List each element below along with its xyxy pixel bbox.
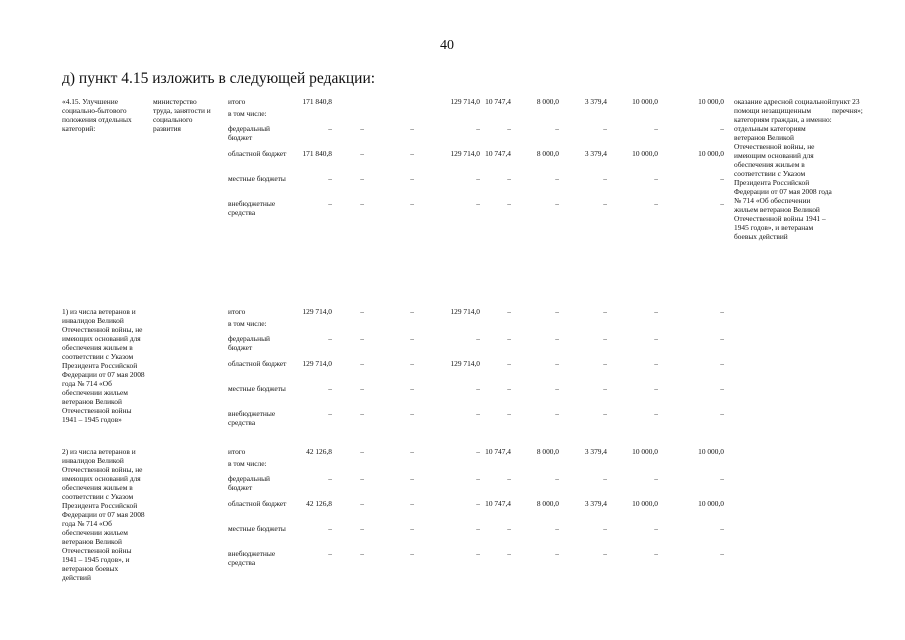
amount-cell: – bbox=[654, 409, 658, 418]
funding-source-label: итого bbox=[228, 307, 246, 316]
measure-name: 1) из числа ветеранов и инвалидов Великой Отечественной войны, не имеющих оснований для обеспечения жильем в соответствии с Указом Президента Российской Федерации от 07 мая 2008 года № 714 «Об обеспечении жильем ветеранов Великой Отечественной войны 1941 – 1945 годов» bbox=[62, 307, 145, 424]
heading: д) пункт 4.15 изложить в следующей редакции: bbox=[62, 70, 376, 87]
amount-cell: – bbox=[720, 384, 724, 393]
funding-source-label: итого bbox=[228, 97, 246, 106]
amount-cell: 10 000,0 bbox=[698, 499, 724, 508]
amount-cell: – bbox=[476, 474, 480, 483]
amount-cell: – bbox=[476, 334, 480, 343]
amount-cell: – bbox=[720, 524, 724, 533]
amount-cell: – bbox=[654, 549, 658, 558]
funding-source-label: итого bbox=[228, 447, 246, 456]
amount-cell: – bbox=[476, 174, 480, 183]
amount-cell: 171 840,8 bbox=[302, 149, 332, 158]
funding-source-label: внебюджетные средства bbox=[228, 409, 276, 427]
amount-cell: – bbox=[603, 384, 607, 393]
amount-cell: – bbox=[507, 359, 511, 368]
amount-cell: 8 000,0 bbox=[536, 97, 559, 106]
amount-cell: – bbox=[507, 174, 511, 183]
funding-row bbox=[62, 409, 882, 431]
amount-cell: – bbox=[507, 524, 511, 533]
amount-cell: – bbox=[360, 334, 364, 343]
amount-cell: – bbox=[410, 409, 414, 418]
funding-source-label: областной бюджет bbox=[228, 359, 287, 368]
amount-cell: – bbox=[654, 199, 658, 208]
amount-cell: – bbox=[720, 174, 724, 183]
amount-cell: 10 747,4 bbox=[485, 447, 511, 456]
amount-cell: – bbox=[360, 499, 364, 508]
funding-row bbox=[62, 474, 882, 496]
amount-cell: – bbox=[603, 524, 607, 533]
amount-cell: – bbox=[720, 334, 724, 343]
amount-cell: 129 714,0 bbox=[450, 307, 480, 316]
funding-source-label: федеральный бюджет bbox=[228, 124, 270, 142]
funding-row bbox=[62, 499, 882, 521]
funding-source-label: внебюджетные средства bbox=[228, 199, 276, 217]
amount-cell: 10 747,4 bbox=[485, 149, 511, 158]
amount-cell: – bbox=[507, 307, 511, 316]
funding-row bbox=[62, 359, 882, 381]
amount-cell: – bbox=[720, 307, 724, 316]
amount-cell: – bbox=[720, 359, 724, 368]
amount-cell: 42 126,8 bbox=[306, 499, 332, 508]
amount-cell: – bbox=[328, 409, 332, 418]
amount-cell: – bbox=[654, 334, 658, 343]
amount-cell: – bbox=[328, 124, 332, 133]
amount-cell: – bbox=[555, 199, 559, 208]
amount-cell: 3 379,4 bbox=[584, 447, 607, 456]
amount-cell: – bbox=[360, 359, 364, 368]
funding-source-label: внебюджетные средства bbox=[228, 549, 276, 567]
amount-cell: – bbox=[328, 549, 332, 558]
amount-cell: – bbox=[603, 359, 607, 368]
amount-cell: – bbox=[555, 124, 559, 133]
amount-cell: – bbox=[360, 409, 364, 418]
amount-cell: – bbox=[476, 499, 480, 508]
amount-cell: – bbox=[507, 474, 511, 483]
amount-cell: 129 714,0 bbox=[302, 359, 332, 368]
amount-cell: 10 000,0 bbox=[632, 447, 658, 456]
amount-cell: – bbox=[410, 199, 414, 208]
amount-cell: – bbox=[328, 199, 332, 208]
amount-cell: – bbox=[720, 474, 724, 483]
amount-cell: 8 000,0 bbox=[536, 499, 559, 508]
amount-cell: – bbox=[555, 174, 559, 183]
amount-cell: 10 000,0 bbox=[698, 447, 724, 456]
amount-cell: – bbox=[555, 474, 559, 483]
funding-source-label: федеральный бюджет bbox=[228, 334, 270, 352]
amount-cell: – bbox=[654, 359, 658, 368]
amount-cell: – bbox=[507, 384, 511, 393]
amount-cell: – bbox=[720, 124, 724, 133]
amount-cell: – bbox=[555, 359, 559, 368]
amount-cell: – bbox=[360, 384, 364, 393]
funding-row bbox=[62, 549, 882, 571]
amount-cell: – bbox=[603, 174, 607, 183]
amount-cell: 129 714,0 bbox=[450, 149, 480, 158]
amount-cell: – bbox=[476, 524, 480, 533]
amount-cell: – bbox=[555, 307, 559, 316]
funding-source-label: местные бюджеты bbox=[228, 174, 286, 183]
amount-cell: – bbox=[555, 409, 559, 418]
amount-cell: 3 379,4 bbox=[584, 97, 607, 106]
amount-cell: – bbox=[360, 174, 364, 183]
amount-cell: – bbox=[328, 524, 332, 533]
measure-name: 2) из числа ветеранов и инвалидов Великой Отечественной войны, не имеющих оснований для обеспечения жильем в соответствии с Указом Президента Российской Федерации от 07 мая 2008 года № 714 «Об обеспечении жильем ветеранов Великой Отечественной войны 1941 – 1945 годов», и ветеранов боевых действий bbox=[62, 447, 145, 582]
amount-cell: – bbox=[360, 307, 364, 316]
amount-cell: – bbox=[410, 334, 414, 343]
amount-cell: – bbox=[603, 124, 607, 133]
amount-cell: – bbox=[410, 359, 414, 368]
amount-cell: – bbox=[507, 199, 511, 208]
amount-cell: 10 000,0 bbox=[632, 149, 658, 158]
amount-cell: – bbox=[476, 199, 480, 208]
funding-row bbox=[62, 524, 882, 546]
funding-source-label: областной бюджет bbox=[228, 149, 287, 158]
amount-cell: – bbox=[603, 307, 607, 316]
amount-cell: – bbox=[555, 334, 559, 343]
amount-cell: – bbox=[476, 409, 480, 418]
amount-cell: – bbox=[603, 409, 607, 418]
executor: министерство труда, занятости и социального развития bbox=[153, 97, 211, 133]
amount-cell: – bbox=[410, 307, 414, 316]
amount-cell: – bbox=[603, 549, 607, 558]
amount-cell: – bbox=[507, 334, 511, 343]
amount-cell: – bbox=[360, 199, 364, 208]
amount-cell: 10 747,4 bbox=[485, 97, 511, 106]
amount-cell: – bbox=[720, 409, 724, 418]
amount-cell: – bbox=[603, 334, 607, 343]
expected-result: оказание адресной социальной помощи незащищенным категориям граждан, а именно: отдельным категориям ветеранов Великой Отечественной войны, не имеющим оснований для обеспечения жильем в соответствии с Указом Президента Российской Федерации от 07 мая 2008 года № 714 «Об обеспечении жильем ветеранов Великой Отечественной войны 1941 – 1945 годов», и ветеранам боевых действий bbox=[734, 97, 832, 241]
amount-cell: – bbox=[507, 124, 511, 133]
amount-cell: – bbox=[410, 499, 414, 508]
amount-cell: – bbox=[654, 307, 658, 316]
amount-cell: – bbox=[507, 549, 511, 558]
funding-row bbox=[62, 384, 882, 406]
amount-cell: – bbox=[410, 474, 414, 483]
amount-cell: – bbox=[654, 174, 658, 183]
amount-cell: 8 000,0 bbox=[536, 149, 559, 158]
amount-cell: – bbox=[555, 524, 559, 533]
amount-cell: 10 747,4 bbox=[485, 499, 511, 508]
amount-cell: 10 000,0 bbox=[698, 97, 724, 106]
amount-cell: – bbox=[720, 199, 724, 208]
funding-source-label: областной бюджет bbox=[228, 499, 287, 508]
amount-cell: – bbox=[328, 174, 332, 183]
amount-cell: – bbox=[654, 474, 658, 483]
amount-cell: – bbox=[328, 474, 332, 483]
amount-cell: – bbox=[476, 124, 480, 133]
funding-source-label: федеральный бюджет bbox=[228, 474, 270, 492]
amount-cell: – bbox=[476, 384, 480, 393]
amount-cell: – bbox=[654, 384, 658, 393]
amount-cell: – bbox=[603, 199, 607, 208]
funding-source-label: в том числе: bbox=[228, 319, 267, 328]
amount-cell: – bbox=[720, 549, 724, 558]
amount-cell: 129 714,0 bbox=[450, 359, 480, 368]
amount-cell: 10 000,0 bbox=[698, 149, 724, 158]
amount-cell: – bbox=[507, 409, 511, 418]
amount-cell: 10 000,0 bbox=[632, 499, 658, 508]
amount-cell: – bbox=[360, 524, 364, 533]
funding-source-label: местные бюджеты bbox=[228, 384, 286, 393]
amount-cell: – bbox=[360, 549, 364, 558]
amount-cell: – bbox=[360, 447, 364, 456]
amount-cell: – bbox=[555, 549, 559, 558]
amount-cell: 3 379,4 bbox=[584, 149, 607, 158]
amount-cell: – bbox=[654, 124, 658, 133]
funding-source-label: местные бюджеты bbox=[228, 524, 286, 533]
amount-cell: – bbox=[654, 524, 658, 533]
amount-cell: 8 000,0 bbox=[536, 447, 559, 456]
amount-cell: – bbox=[603, 474, 607, 483]
amount-cell: – bbox=[360, 124, 364, 133]
amount-cell: 3 379,4 bbox=[584, 499, 607, 508]
amount-cell: 42 126,8 bbox=[306, 447, 332, 456]
funding-source-label: в том числе: bbox=[228, 109, 267, 118]
amount-cell: – bbox=[410, 384, 414, 393]
amount-cell: – bbox=[410, 174, 414, 183]
amount-cell: – bbox=[410, 447, 414, 456]
amount-cell: – bbox=[555, 384, 559, 393]
amount-cell: – bbox=[410, 524, 414, 533]
amount-cell: – bbox=[476, 447, 480, 456]
amount-cell: – bbox=[410, 149, 414, 158]
funding-row bbox=[62, 124, 882, 146]
amount-cell: – bbox=[410, 124, 414, 133]
amount-cell: – bbox=[360, 149, 364, 158]
funding-row bbox=[62, 174, 882, 196]
amount-cell: – bbox=[328, 384, 332, 393]
amount-cell: – bbox=[360, 474, 364, 483]
amount-cell: 171 840,8 bbox=[302, 97, 332, 106]
funding-source-label: в том числе: bbox=[228, 459, 267, 468]
amount-cell: 10 000,0 bbox=[632, 97, 658, 106]
amount-cell: – bbox=[328, 334, 332, 343]
funding-row bbox=[62, 149, 882, 171]
funding-row bbox=[62, 334, 882, 356]
measure-name: «4.15. Улучшение социально-бытового положения отдельных категорий: bbox=[62, 97, 132, 133]
amount-cell: – bbox=[410, 549, 414, 558]
amount-cell: 129 714,0 bbox=[302, 307, 332, 316]
reference: пункт 23 перечня»; bbox=[832, 97, 863, 115]
funding-row bbox=[62, 199, 882, 221]
page-number: 40 bbox=[440, 38, 454, 53]
amount-cell: – bbox=[476, 549, 480, 558]
amount-cell: 129 714,0 bbox=[450, 97, 480, 106]
